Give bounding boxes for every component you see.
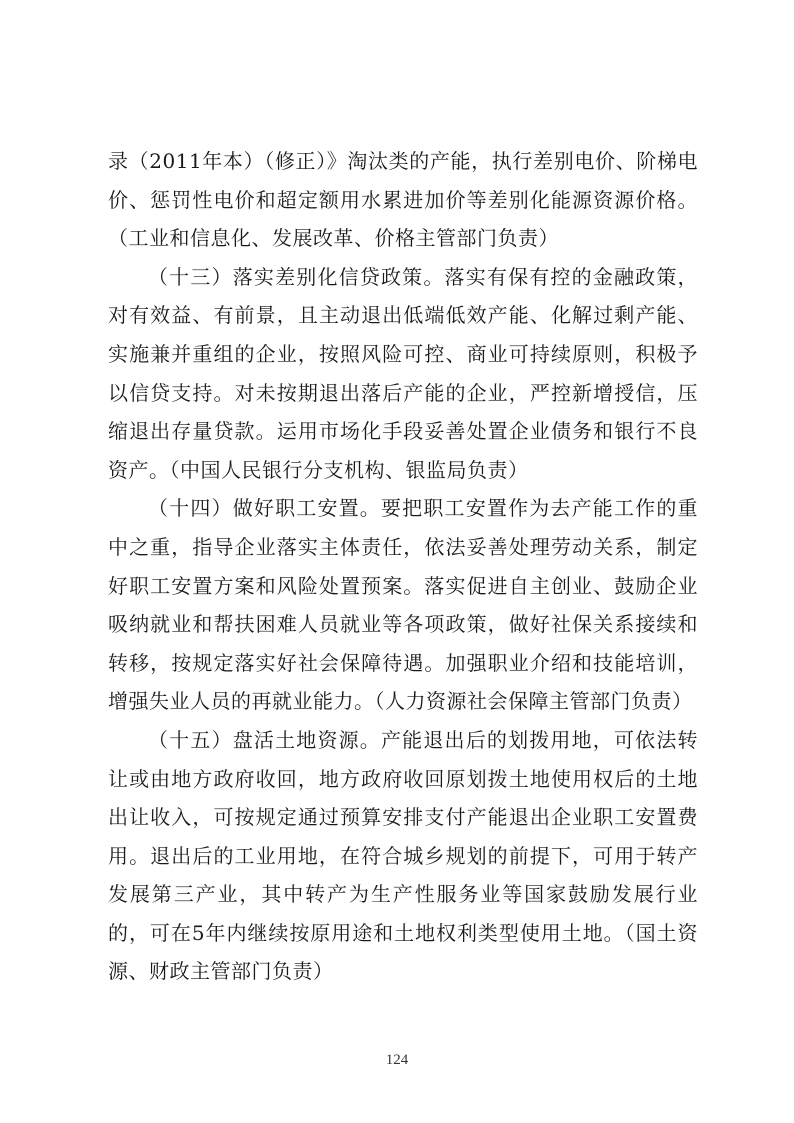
body-text [108, 142, 698, 991]
paragraph-15 [108, 721, 698, 991]
paragraph-13 [108, 258, 698, 490]
paragraph-body: 落实有保有控的金融政策，对有效益、有前景，且主动退出低端低效产能、化解过剩产能、实施兼并重组的企业，按照风险可控、商业可持续原则，积极予以信贷支持。对未按期退出落后产能的企业，严控新增授信，压缩退出存量贷款。运用市场化手段妥善处置企业债务和银行不良资产。（中国人民银行分支机构、银监局负责） [108, 264, 699, 482]
paragraph-heading: （十三）落实差别化信贷政策。 [148, 264, 445, 289]
page-number: 124 [385, 1052, 409, 1068]
paragraph-continuation [108, 142, 698, 258]
paragraph-body: 产能退出后的划拨用地，可依法转让或由地方政府收回，地方政府收回原划拨土地使用权后的土地出让收入，可按规定通过预算安排支付产能退出企业职工安置费用。退出后的工业用地，在符合城乡规划的前提下，可用于转产发展第三产业，其中转产为生产性服务业等国家鼓励发展行业的，可在5年内继续按原用途和土地权利类型使用土地。（国土资源、财政主管部门负责） [108, 727, 699, 984]
paragraph-heading: （十四）做好职工安置。 [148, 496, 381, 521]
paragraph-body: 录（2011年本）（修正）》淘汰类的产能，执行差别电价、阶梯电价、惩罚性电价和超定额用水累进加价等差别化能源资源价格。（工业和信息化、发展改革、价格主管部门负责） [108, 149, 698, 251]
paragraph-14 [108, 489, 698, 721]
paragraph-heading: （十五）盘活土地资源。 [148, 727, 381, 752]
paragraph-body: 要把职工安置作为去产能工作的重中之重，指导企业落实主体责任，依法妥善处理劳动关系，制定好职工安置方案和风险处置预案。落实促进自主创业、鼓励企业吸纳就业和帮扶困难人员就业等各项政策，做好社保关系接续和转移，按规定落实好社会保障待遇。加强职业介绍和技能培训，增强失业人员的再就业能力。（人力资源社会保障主管部门负责） [108, 496, 699, 714]
